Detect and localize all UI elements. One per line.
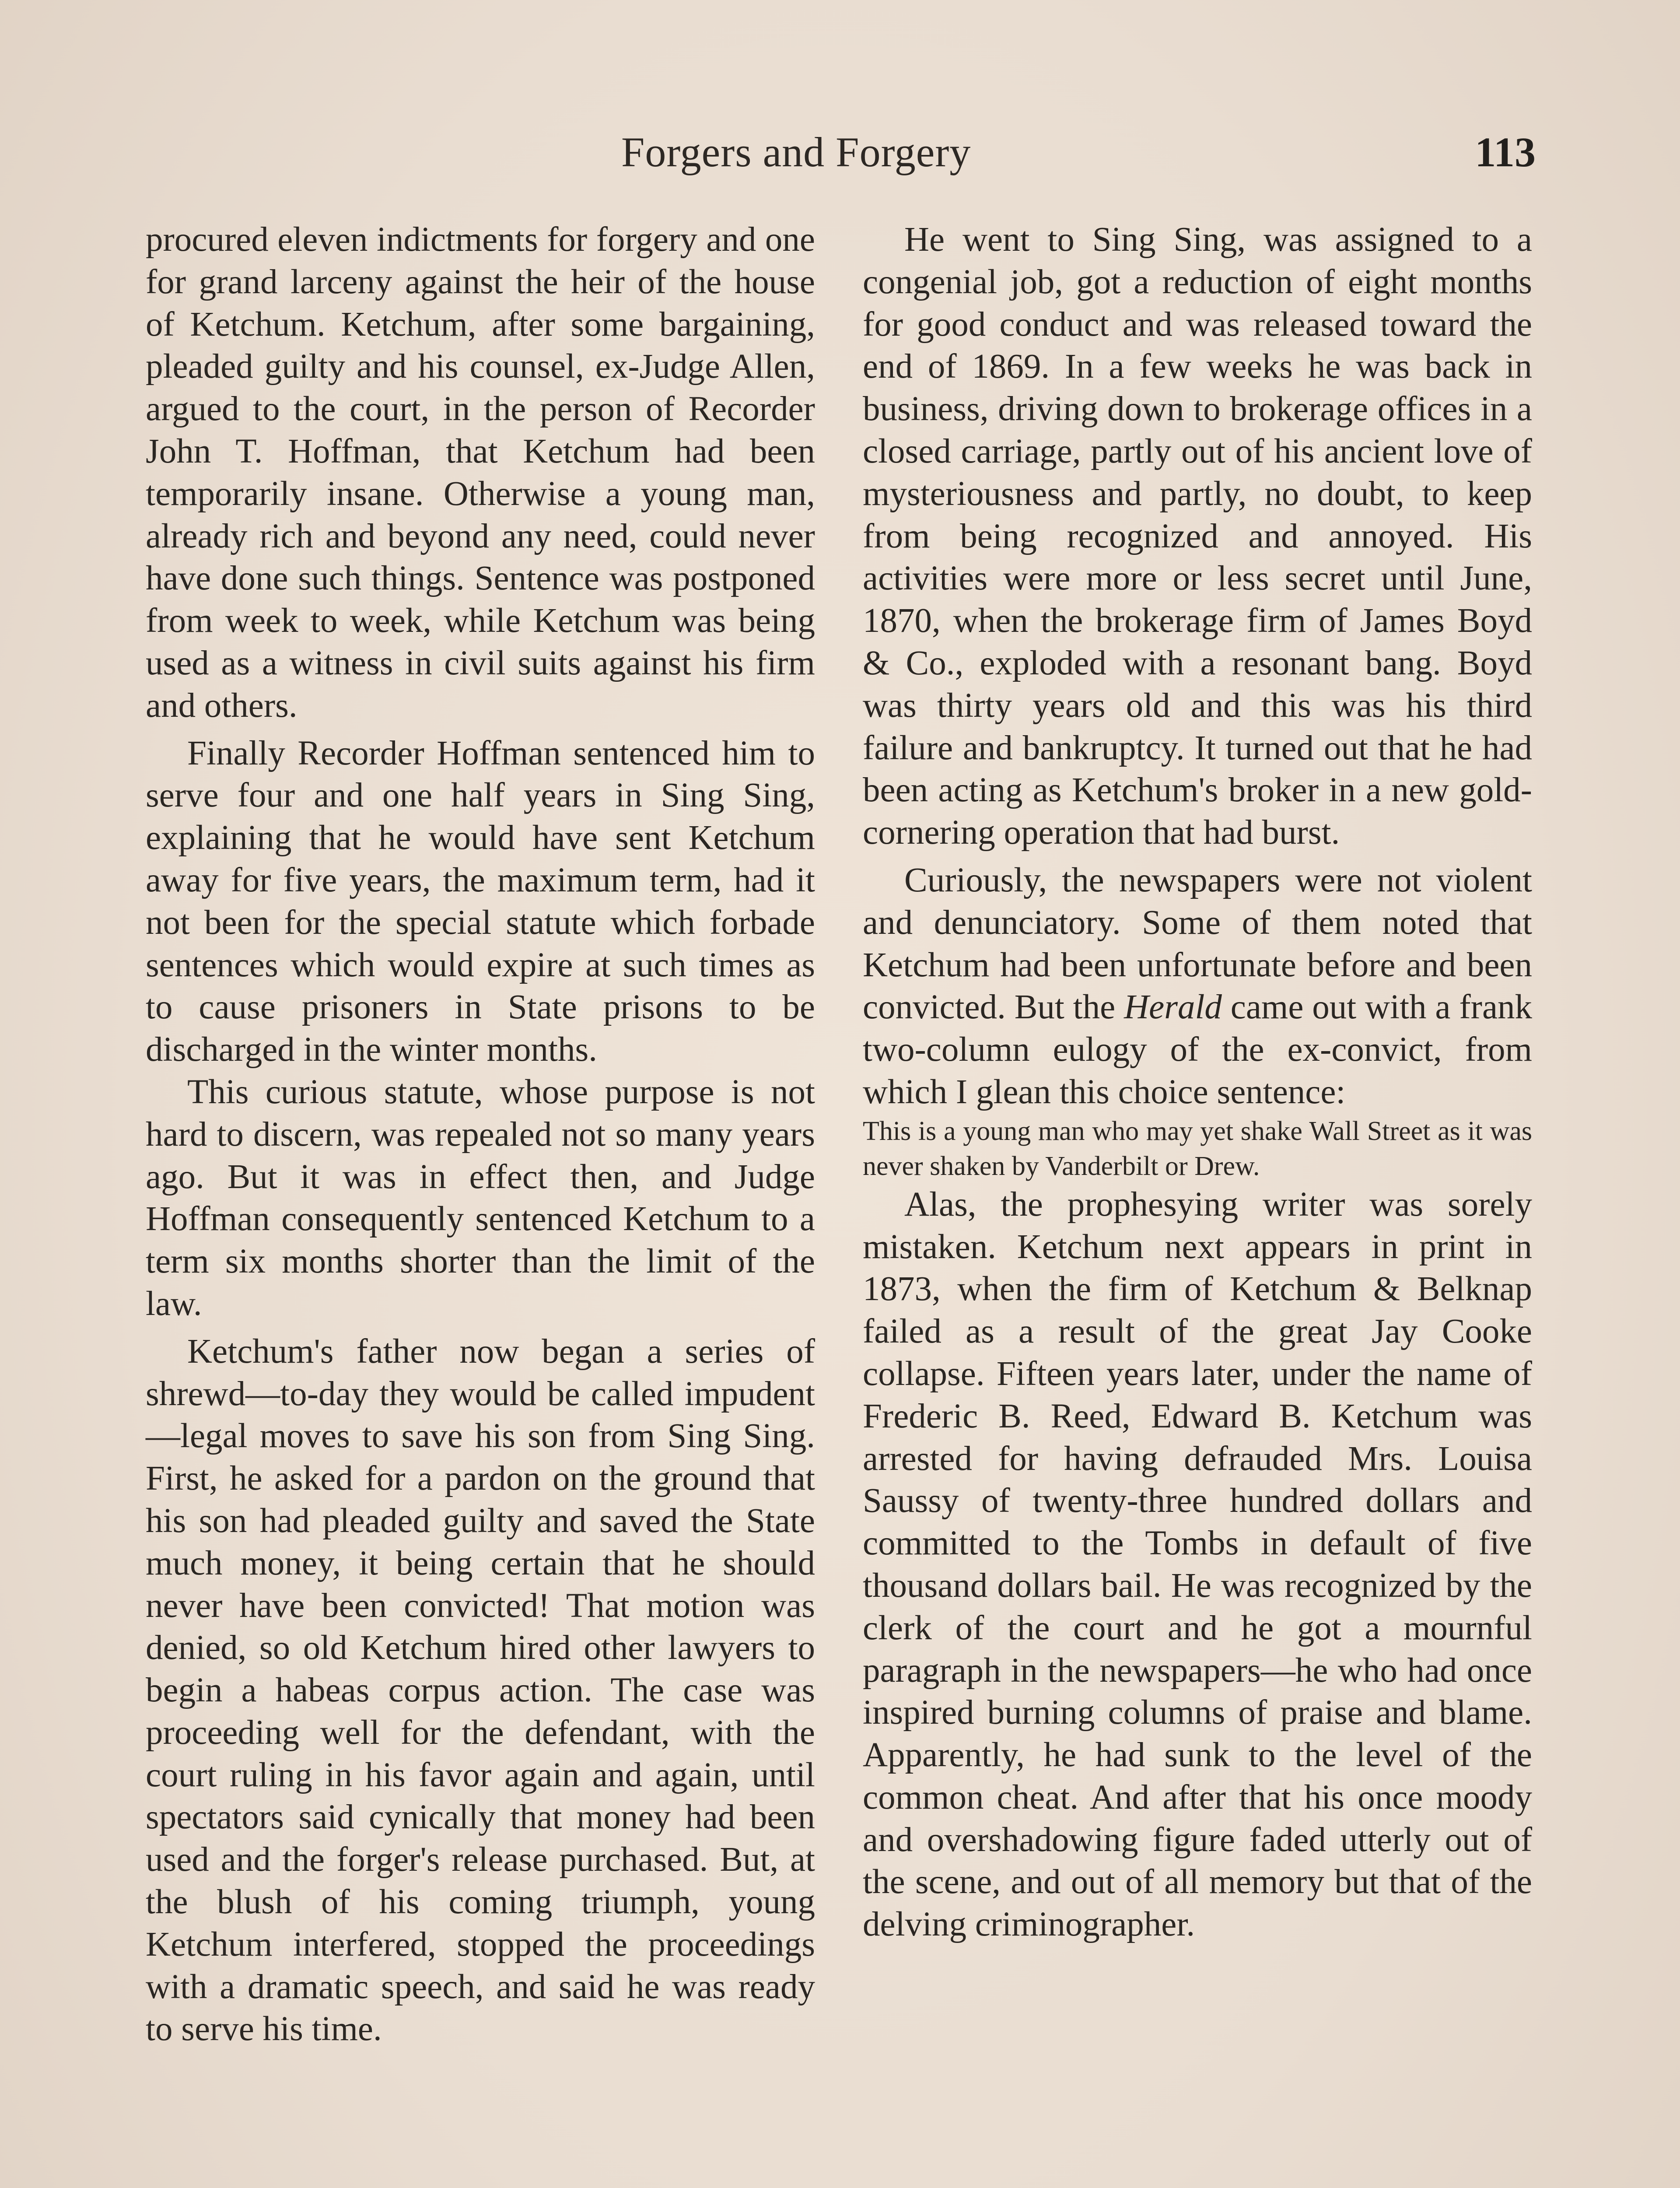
page-number: 113 — [1475, 129, 1536, 175]
right-column — [863, 219, 1532, 1946]
paragraph — [863, 859, 1532, 1114]
paragraph: Finally Recorder Hoffman sentenced him to serve four and one half years in Sing Sing, explaining that he would have sent Ketchum away for five years, the maximum term, had it not been for the special statute which forbade sentences which would expire at such times as to cause prisoners in State prisons to be discharged in the winter months. — [146, 734, 815, 1069]
paragraph: Ketchum's father now began a series of shrewd—to-day they would be called impudent—legal moves to save his son from Sing Sing. First, he asked for a pardon on the ground that his son had pleaded guilty and saved the State much money, it being certain that he should never have been convicted! That motion was denied, so old Ketchum hired other lawyers to begin a habeas corpus action. The case was proceeding well for the defendant, with the court ruling in his favor again and again, until spectators said cynically that money had been used and the forger's release purchased. But, at the blush of his coming triumph, young Ketchum interfered, stopped the proceedings with a dramatic speech, and said he was ready to serve his time. — [146, 1332, 815, 2048]
block-quote: This is a young man who may yet shake Wall Street as it was never shaken by Vanderbilt or Drew. — [863, 1116, 1532, 1181]
herald-title: Herald — [1124, 988, 1222, 1027]
paragraph-text: Curiously, the newspapers were not violent and denunciatory. Some of them noted that Ketchum had been unfortunate before and been convicted. But the — [863, 861, 1532, 1027]
paragraph: This curious statute, whose purpose is not hard to discern, was repealed not so many years ago. But it was in effect then, and Judge Hoffman consequently sentenced Ketchum to a term six months shorter than the limit of the law. — [146, 1073, 815, 1323]
running-title: Forgers and Forgery — [621, 129, 971, 175]
paragraph-text: came out with a frank two-column eulogy of the ex-convict, from which I glean this choice sentence: — [863, 988, 1533, 1111]
paragraph: He went to Sing Sing, was assigned to a congenial job, got a reduction of eight months for good conduct and was released toward the end of 1869. In a few weeks he was back in business, driving down to brokerage offices in a closed carriage, partly out of his ancient love of mysteriousness and partly, no doubt, to keep from being recognized and annoyed. His activities were more or less secret until June, 1870, when the brokerage firm of James Boyd & Co., exploded with a resonant bang. Boyd was thirty years old and this was his third failure and bankruptcy. It turned out that he had been acting as Ketchum's broker in a new gold-cornering operation that had burst. — [863, 221, 1532, 852]
paragraph: procured eleven indictments for forgery and one for grand larceny against the heir of the house of Ketchum. Ketchum, after some bargaining, pleaded guilty and his counsel, ex-Judge Allen, argued to the court, in the person of Recorder John T. Hoffman, that Ketchum had been temporarily insane. Otherwise a young man, already rich and beyond any need, could never have done such things. Sentence was postponed from week to week, while Ketchum was being used as a witness in civil suits against his firm and others. — [146, 221, 815, 725]
left-column — [146, 219, 815, 2051]
paragraph: Alas, the prophesying writer was sorely mistaken. Ketchum next appears in print in 1873, when the firm of Ketchum & Belknap failed as a result of the great Jay Cooke collapse. Fifteen years later, under the name of Frederic B. Reed, Edward B. Ketchum was arrested for having defrauded Mrs. Louisa Saussy of twenty-three hundred dollars and committed to the Tombs in default of five thousand dollars bail. He was recognized by the clerk of the court and he got a mournful paragraph in the newspapers—he who had once inspired burning columns of praise and blame. Apparently, he had sunk to the level of the common cheat. And after that his once moody and overshadowing figure faded utterly out of the scene, and out of all memory but that of the delving criminographer. — [863, 1185, 1532, 1944]
